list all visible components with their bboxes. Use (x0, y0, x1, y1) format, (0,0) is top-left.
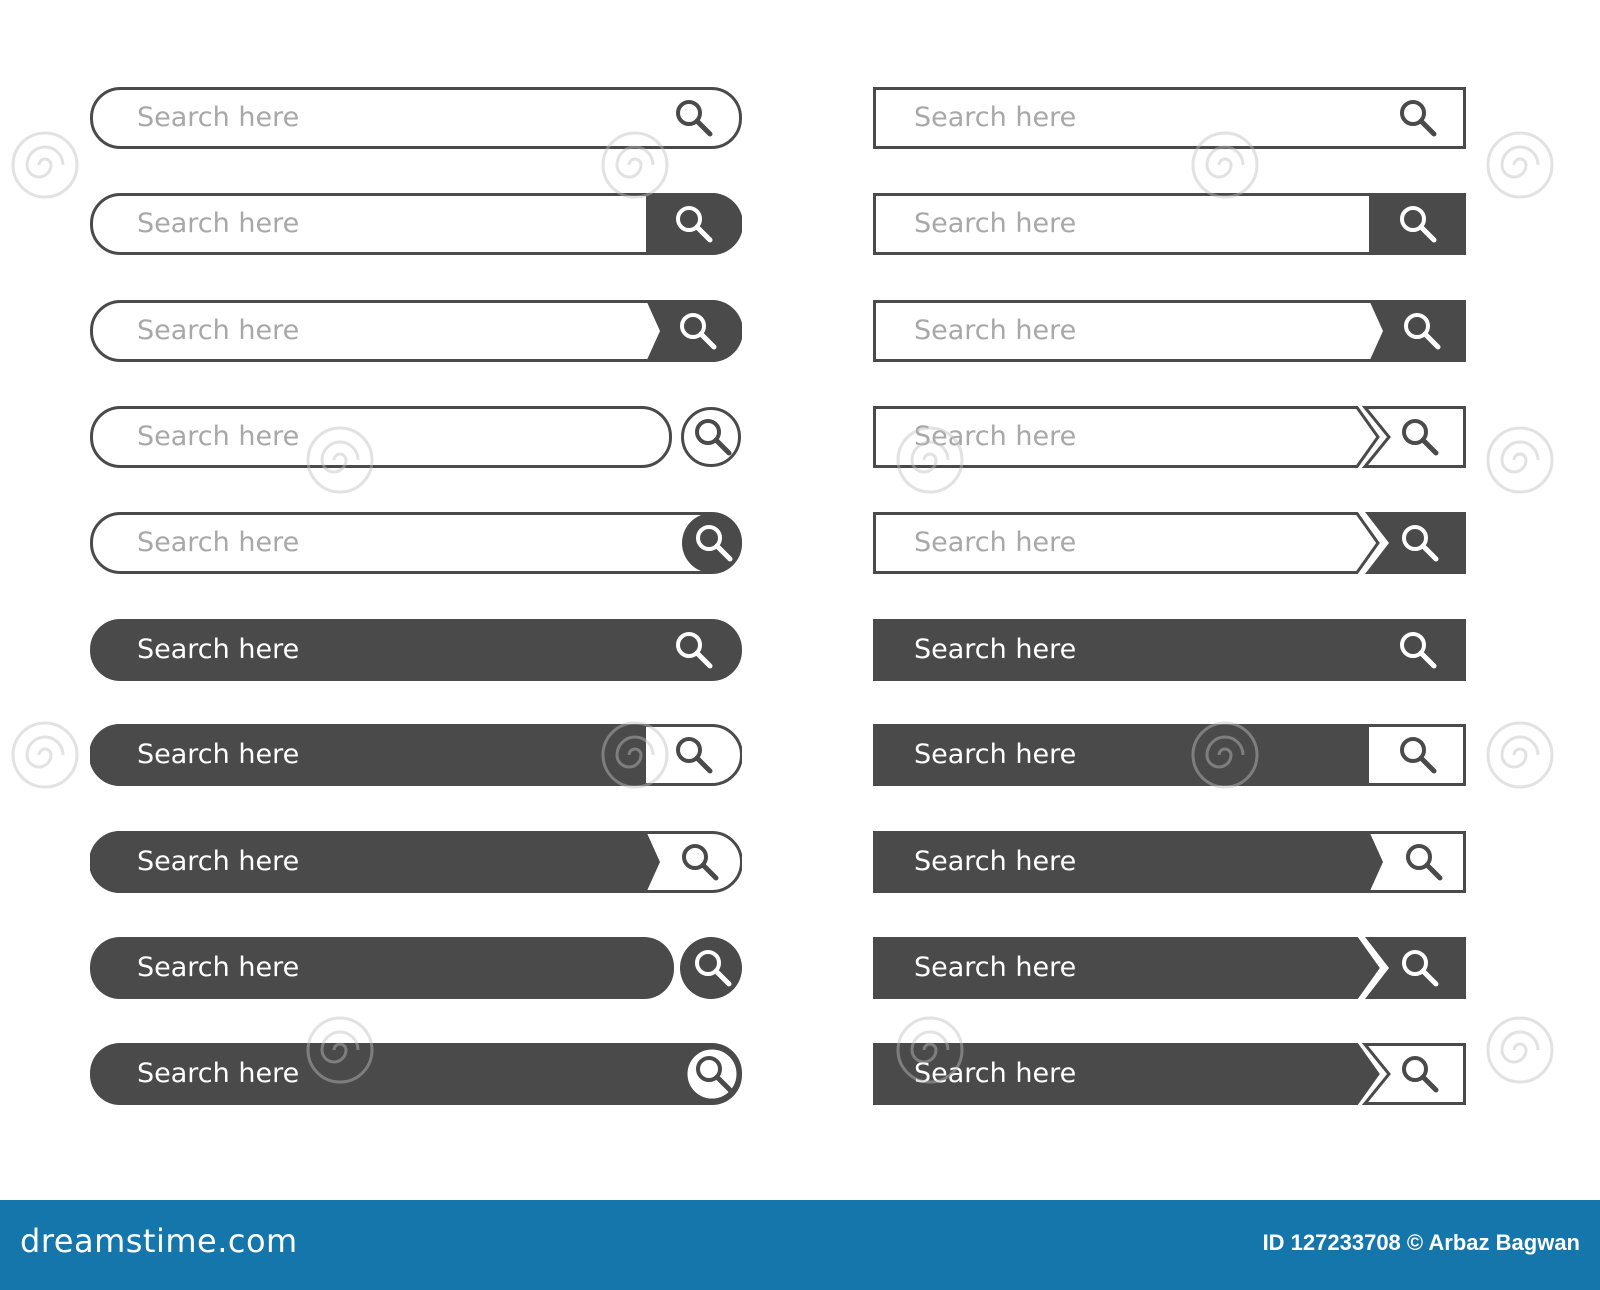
search-bar (873, 406, 1466, 468)
search-button[interactable] (1388, 619, 1448, 681)
search-input[interactable]: Search here (137, 421, 300, 452)
search-button[interactable] (1392, 300, 1452, 362)
search-input[interactable]: Search here (137, 1058, 300, 1089)
search-input[interactable]: Search here (914, 1058, 1077, 1089)
search-input[interactable]: Search here (914, 634, 1077, 665)
footer-credit: ID 127233708 © Arbaz Bagwan (1262, 1230, 1580, 1255)
search-button[interactable] (1388, 193, 1448, 255)
search-icon (664, 193, 724, 255)
search-bar (873, 724, 1466, 786)
search-input[interactable]: Search here (914, 208, 1077, 239)
search-button[interactable] (1390, 512, 1450, 574)
search-icon (1388, 724, 1448, 786)
footer-banner (0, 1200, 1600, 1290)
search-button[interactable] (670, 831, 730, 893)
search-icon (684, 512, 744, 574)
search-bar (873, 619, 1466, 681)
search-bar (90, 512, 742, 574)
search-input[interactable]: Search here (137, 208, 300, 239)
search-input[interactable]: Search here (914, 315, 1077, 346)
search-bar (90, 406, 742, 468)
search-button[interactable] (683, 937, 743, 999)
search-bar (873, 937, 1466, 999)
search-icon (683, 937, 743, 999)
search-bar (873, 831, 1466, 893)
search-icon (1388, 619, 1448, 681)
search-bar (90, 1043, 742, 1105)
search-bar (90, 619, 742, 681)
search-button[interactable] (1388, 724, 1448, 786)
search-icon (668, 300, 728, 362)
search-bar (90, 937, 742, 999)
footer-logo[interactable]: dreamstime.com (20, 1222, 298, 1260)
search-button[interactable] (664, 619, 724, 681)
search-icon (1390, 512, 1450, 574)
search-input[interactable]: Search here (137, 527, 300, 558)
search-input[interactable]: Search here (137, 846, 300, 877)
search-icon (1390, 1043, 1450, 1105)
search-button[interactable] (664, 87, 724, 149)
search-input[interactable]: Search here (137, 315, 300, 346)
search-input[interactable]: Search here (137, 739, 300, 770)
search-bar (90, 300, 742, 362)
search-bar (90, 831, 742, 893)
search-button[interactable] (1390, 937, 1450, 999)
search-bar (90, 193, 742, 255)
search-input[interactable]: Search here (137, 952, 300, 983)
search-button[interactable] (1390, 1043, 1450, 1105)
search-input[interactable]: Search here (137, 102, 300, 133)
search-icon (664, 87, 724, 149)
search-icon (1390, 406, 1450, 468)
search-button[interactable] (668, 300, 728, 362)
search-input[interactable]: Search here (914, 527, 1077, 558)
search-icon (1394, 831, 1454, 893)
search-bar (873, 300, 1466, 362)
search-icon (1388, 193, 1448, 255)
search-input[interactable]: Search here (914, 739, 1077, 770)
search-input[interactable]: Search here (914, 952, 1077, 983)
search-bar (873, 193, 1466, 255)
search-button[interactable] (1394, 831, 1454, 893)
search-icon (1390, 937, 1450, 999)
search-icon (1388, 87, 1448, 149)
search-button[interactable] (1388, 87, 1448, 149)
search-button[interactable] (684, 1043, 744, 1105)
search-button[interactable] (664, 193, 724, 255)
search-button[interactable] (684, 512, 744, 574)
search-icon (664, 619, 724, 681)
search-bar (873, 512, 1466, 574)
search-button[interactable] (664, 724, 724, 786)
search-icon (684, 1043, 744, 1105)
search-bar (873, 87, 1466, 149)
search-bar (90, 724, 742, 786)
search-input[interactable]: Search here (914, 421, 1077, 452)
search-button[interactable] (1390, 406, 1450, 468)
search-input[interactable]: Search here (914, 102, 1077, 133)
search-icon (1392, 300, 1452, 362)
search-icon (683, 406, 743, 468)
search-button[interactable] (683, 406, 743, 468)
search-bar (90, 87, 742, 149)
search-bar (873, 1043, 1466, 1105)
search-icon (670, 831, 730, 893)
search-icon (664, 724, 724, 786)
search-input[interactable]: Search here (137, 634, 300, 665)
search-input[interactable]: Search here (914, 846, 1077, 877)
